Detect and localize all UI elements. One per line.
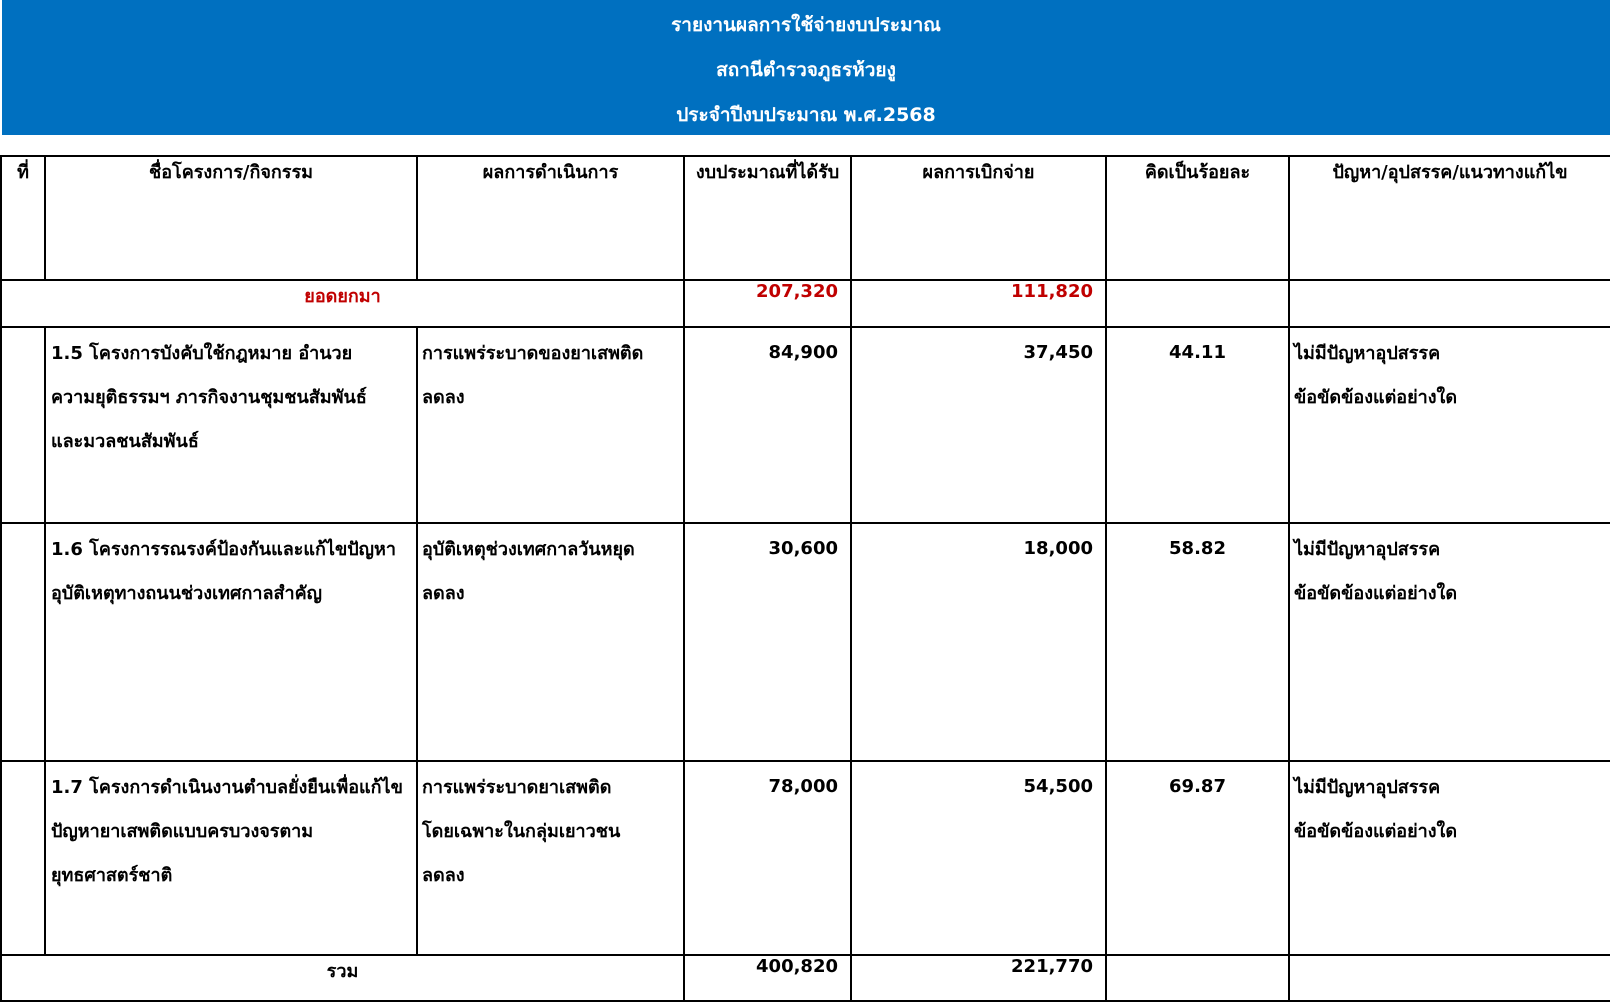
issues-line: ไม่มีปัญหาอุปสรรค: [1294, 343, 1441, 364]
project-line: 1.7 โครงการดำเนินงานตำบลยั่งยืนเพื่อแก้ไข: [51, 777, 403, 798]
header-budget: งบประมาณที่ได้รับ: [684, 156, 851, 280]
result-line: ลดลง: [422, 865, 465, 886]
header-spent: ผลการเบิกจ่าย: [851, 156, 1106, 280]
project-result: [417, 327, 684, 523]
project-line: ปัญหายาเสพติดแบบครบวงจรตาม: [51, 821, 314, 842]
fiscal-year: ประจำปีงบประมาณ พ.ศ.2568: [676, 104, 936, 126]
report-title-banner: [2, 0, 1610, 135]
result-line: การแพร่ระบาดของยาเสพติด: [422, 343, 644, 364]
percent-value: 58.82: [1106, 523, 1289, 761]
project-line: อุบัติเหตุทางถนนช่วงเทศกาลสำคัญ: [51, 583, 322, 604]
row-number: [1, 327, 45, 523]
carry-forward-percent: [1106, 280, 1289, 327]
issues-line: ข้อขัดข้องแต่อย่างใด: [1294, 583, 1458, 604]
total-row: [1, 955, 1610, 1001]
total-label: รวม: [1, 955, 684, 1001]
result-line: ลดลง: [422, 387, 465, 408]
project-line: 1.6 โครงการรณรงค์ป้องกันและแก้ไขปัญหา: [51, 539, 396, 560]
project-line: ความยุติธรรมฯ ภารกิจงานชุมชนสัมพันธ์: [51, 387, 367, 408]
project-result: [417, 523, 684, 761]
issues-line: ข้อขัดข้องแต่อย่างใด: [1294, 821, 1458, 842]
header-percent: คิดเป็นร้อยละ: [1106, 156, 1289, 280]
project-line: ยุทธศาสตร์ชาติ: [51, 865, 173, 886]
table-row: [1, 523, 1610, 761]
issues-line: ไม่มีปัญหาอุปสรรค: [1294, 539, 1441, 560]
header-result: ผลการดำเนินการ: [417, 156, 684, 280]
carry-forward-spent: 111,820: [851, 280, 1106, 327]
carry-forward-issues: [1289, 280, 1610, 327]
budget-value: 84,900: [684, 327, 851, 523]
project-line: 1.5 โครงการบังคับใช้กฎหมาย อำนวย: [51, 343, 353, 364]
project-result: [417, 761, 684, 955]
percent-value: 69.87: [1106, 761, 1289, 955]
project-name: [45, 523, 417, 761]
issues-text: [1289, 761, 1610, 955]
total-issues: [1289, 955, 1610, 1001]
header-project: ชื่อโครงการ/กิจกรรม: [45, 156, 417, 280]
budget-report-table: [0, 155, 1610, 1002]
table-row: [1, 761, 1610, 955]
budget-value: 30,600: [684, 523, 851, 761]
result-line: การแพร่ระบาดยาเสพติด: [422, 777, 612, 798]
header-issues: ปัญหา/อุปสรรค/แนวทางแก้ไข: [1289, 156, 1610, 280]
percent-value: 44.11: [1106, 327, 1289, 523]
header-no: ที่: [1, 156, 45, 280]
budget-value: 78,000: [684, 761, 851, 955]
total-budget: 400,820: [684, 955, 851, 1001]
issues-line: ข้อขัดข้องแต่อย่างใด: [1294, 387, 1458, 408]
row-number: [1, 523, 45, 761]
total-percent: [1106, 955, 1289, 1001]
spent-value: 37,450: [851, 327, 1106, 523]
result-line: ลดลง: [422, 583, 465, 604]
spent-value: 54,500: [851, 761, 1106, 955]
carry-forward-label: ยอดยกมา: [1, 280, 684, 327]
issues-line: ไม่มีปัญหาอุปสรรค: [1294, 777, 1441, 798]
project-name: [45, 761, 417, 955]
spent-value: 18,000: [851, 523, 1106, 761]
row-number: [1, 761, 45, 955]
report-title: รายงานผลการใช้จ่ายงบประมาณ: [671, 14, 941, 36]
table-row: [1, 327, 1610, 523]
header-row: [1, 156, 1610, 280]
carry-forward-budget: 207,320: [684, 280, 851, 327]
issues-text: [1289, 327, 1610, 523]
carry-forward-row: [1, 280, 1610, 327]
project-name: [45, 327, 417, 523]
result-line: อุบัติเหตุช่วงเทศกาลวันหยุด: [422, 539, 635, 560]
station-name: สถานีตำรวจภูธรห้วยงู: [716, 59, 896, 81]
result-line: โดยเฉพาะในกลุ่มเยาวชน: [422, 821, 621, 842]
issues-text: [1289, 523, 1610, 761]
total-spent: 221,770: [851, 955, 1106, 1001]
project-line: และมวลชนสัมพันธ์: [51, 431, 199, 452]
